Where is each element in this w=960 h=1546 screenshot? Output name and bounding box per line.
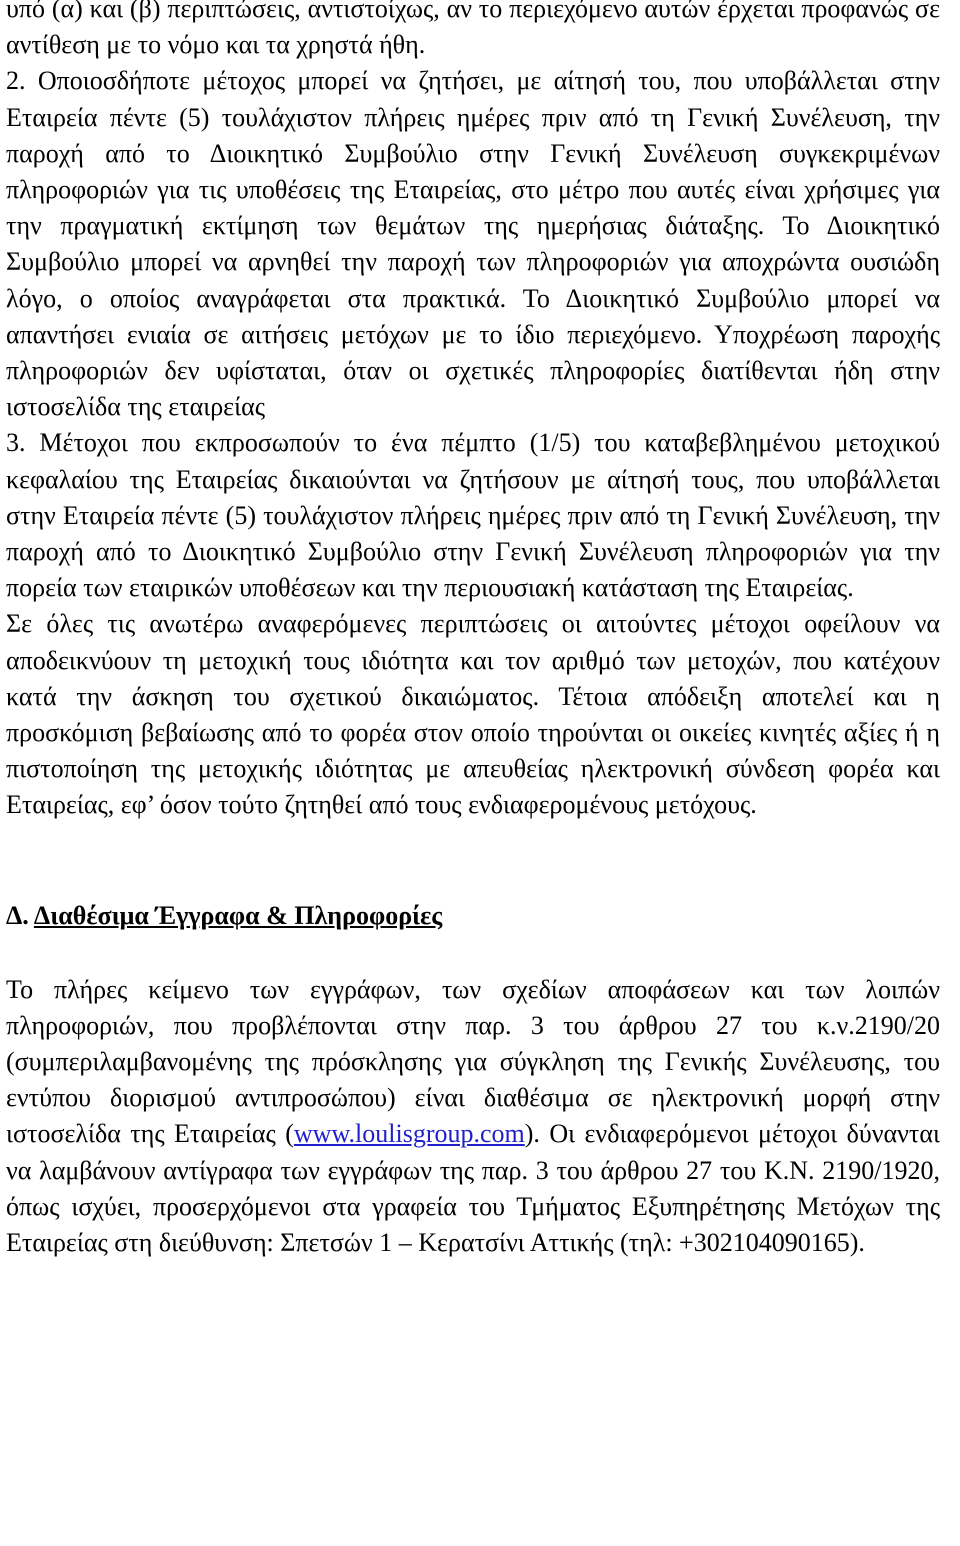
documents-text-start: Το πλήρες κείμενο των εγγράφων, των σχεδίων αποφάσεων και των λοιπών πληροφοριών, που προβλέπονται στην παρ. 3 του άρθρου 27 του κ.ν.2190/20 (συμπεριλαμβανομένης της πρόσκλησης για σύγκληση της Γενικής Συνέλευσης, του εντύπου διορισμού αντιπροσώπου) είναι διαθέσιμα σε ηλεκτρονική μορφή στην ιστοσελίδα της Εταιρείας ( xyxy=(6,974,940,1149)
paragraph-continuation: υπό (α) και (β) περιπτώσεις, αντιστοίχως, αν το περιεχόμενο αυτών έρχεται προφανώς σε αντίθεση με το νόμο και τα χρηστά ήθη. xyxy=(6,0,940,60)
section-heading xyxy=(6,898,940,934)
section-spacer xyxy=(6,824,940,898)
company-website-link[interactable]: www.loulisgroup.com xyxy=(293,1119,525,1149)
documents-text-end: ). Οι ενδιαφερόμενοι μέτοχοι δύνανται να λαμβάνουν αντίγραφα των εγγράφων της παρ. 3 του άρθρου 27 του Κ.Ν. 2190/1920, όπως ισχύει, προσερχόμενοι στα γραφεία του Τμήματος Εξυπηρέτησης Μετόχων της Εταιρείας στη διεύθυνση: Σπετσών 1 – Κερατσίνι Αττικής (τηλ: +302104090165). xyxy=(6,1119,940,1258)
paragraph-item-3: 3. Μέτοχοι που εκπροσωπούν το ένα πέμπτο (1/5) του καταβεβλημένου μετοχικού κεφαλαίου της Εταιρείας δικαιούνται να ζητήσουν με αίτησή τους, που υποβάλλεται στην Εταιρεία πέντε (5) τουλάχιστον πλήρεις ημέρες πριν από τη Γενική Συνέλευση, την παροχή από το Διοικητικό Συμβούλιο στην Γενική Συνέλευση πληροφοριών για την πορεία των εταιρικών υποθέσεων και την περιουσιακή κατάσταση της Εταιρείας. xyxy=(6,428,940,603)
section-heading-title: Διαθέσιμα Έγγραφα & Πληροφορίες xyxy=(33,900,443,930)
document-page xyxy=(6,0,940,1261)
section-heading-prefix: Δ. xyxy=(6,900,29,930)
paragraph-item-2: 2. Οποιοσδήποτε μέτοχος μπορεί να ζητήσει, με αίτησή του, που υποβάλλεται στην Εταιρεία πέντε (5) τουλάχιστον πλήρεις ημέρες πριν από τη Γενική Συνέλευση, την παροχή από το Διοικητικό Συμβούλιο στην Γενική Συνέλευση συγκεκριμένων πληροφοριών για τις υποθέσεις της Εταιρείας, στο μέτρο που αυτές είναι χρήσιμες για την πραγματική εκτίμηση των θεμάτων της ημερήσιας διάταξης. Το Διοικητικό Συμβούλιο μπορεί να αρνηθεί την παροχή των πληροφοριών για αποχρώντα ουσιώδη λόγο, ο οποίος αναγράφεται στα πρακτικά. Το Διοικητικό Συμβούλιο μπορεί να απαντήσει ενιαία σε αιτήσεις μετόχων με το ίδιο περιεχόμενο. Υποχρέωση παροχής πληροφοριών δεν υφίσταται, όταν οι σχετικές πληροφορίες διατίθενται ήδη στην ιστοσελίδα της εταιρείας xyxy=(6,66,940,422)
paragraph-shareholder-proof: Σε όλες τις ανωτέρω αναφερόμενες περιπτώσεις οι αιτούντες μέτοχοι οφείλουν να αποδεικνύουν τη μετοχική τους ιδιότητα και τον αριθμό των μετοχών, που κατέχουν κατά την άσκηση του σχετικού δικαιώματος. Τέτοια απόδειξη αποτελεί και η προσκόμιση βεβαίωσης από το φορέα στον οποίο τηρούνται οι οικείες κινητές αξίες ή η πιστοποίηση της μετοχικής ιδιότητας με απευθείας ηλεκτρονική σύνδεση φορέα και Εταιρείας, εφ’ όσον τούτο ζητηθεί από τους ενδιαφερομένους μετόχους. xyxy=(6,609,940,820)
paragraph-available-documents xyxy=(6,972,940,1262)
